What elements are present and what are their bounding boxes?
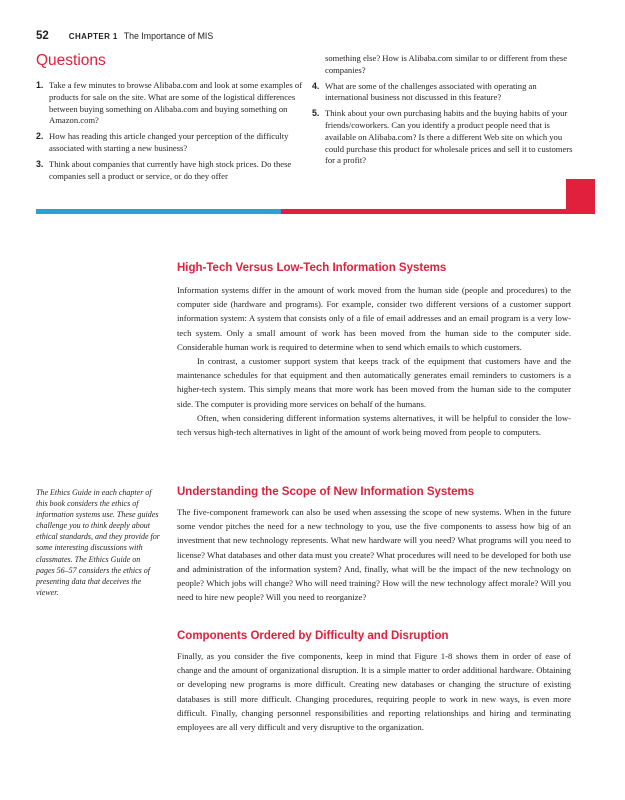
question-number: 3. [36, 158, 44, 169]
questions-list-left [36, 80, 306, 186]
question-text: Think about companies that currently have high stock prices. Do these companies sell a product or service, or do they offer [49, 158, 292, 181]
section-scope [177, 486, 571, 604]
body-paragraph: In contrast, a customer support system that keeps track of the equipment that customers have and the maintenance schedules for that equipment and then automatically generates email reminders to customers is a higher-tech system. This simply means that more work has been moved from the human side to the computer side. The computer is providing more services on behalf of the humans. [177, 356, 571, 409]
question-text: What are some of the challenges associated with operating an international business not discussed in this feature? [325, 80, 537, 103]
question-text: Think about your own purchasing habits and the buying habits of your friends/coworkers. Can you identify a product people need that is available on Alibaba.com? Is there a different Web site on which you could purchase this product for wholesale prices and sell it to customers for a profit? [325, 108, 573, 166]
question-item [312, 108, 582, 167]
questions-list-right [312, 53, 582, 171]
question-item [312, 81, 582, 105]
running-header [36, 30, 213, 46]
question-text: something else? How is Alibaba.com similar to or different from these companies? [325, 53, 568, 75]
question-item [36, 131, 306, 155]
question-number: 4. [312, 80, 320, 91]
body-paragraph: The five-component framework can also be used when assessing the scope of new systems. When in the future some vendor pitches the need for a new technology to you, use the five components to assess how big of an investment that new technology represents. What new hardware will you need? What programs will you need to license? What databases and other data must you create? What procedures will need to be developed for both use and administration of the information system? And, finally, what will be the impact of the new technology on people? Which jobs will change? Who will need training? How will the new technology affect morale? Will you need to hire new people? Will you need to reorganize? [177, 507, 571, 603]
question-number: 5. [312, 108, 320, 119]
questions-heading: Questions [36, 52, 106, 69]
page-number: 52 [36, 30, 49, 42]
divider-bar-red [281, 209, 566, 214]
ethics-guide-note: The Ethics Guide in each chapter of this book considers the ethics of information systems use. These guides challenge you to think deeply about ethical standards, and they provide for some interesting discussions with classmates. The Ethics Guide on pages 56–57 considers the ethics of presenting data that deceives the viewer. [36, 488, 160, 597]
question-number: 1. [36, 80, 44, 90]
body-paragraph: Finally, as you consider the five components, keep in mind that Figure 1-8 shows them in order of ease of change and the amount of organizational disruption. It is a simple matter to order additional hardware. Obtaining or developing new programs is more difficult. Creating new databases or changing the structure of existing databases is still more difficult. Changing procedures, requiring people to work in new ways, is even more difficult. Finally, changing personnel responsibilities and reporting relationships and hiring and terminating employees are all very difficult and very disruptive to the organization. [177, 651, 571, 733]
section-heading: High-Tech Versus Low-Tech Information Systems [177, 262, 447, 274]
body-paragraph: Information systems differ in the amount of work moved from the human side (people and procedures) to the computer side (hardware and programs). For example, consider two different versions of a customer support information system: A system that consists only of a file of email addresses and an email program is a very low-tech system. Only a small amount of work has been moved from the human side to the computer side. Considerable human work is required to determine when to send which emails to which customers. [177, 285, 571, 352]
section-heading: Components Ordered by Difficulty and Disruption [177, 630, 449, 642]
question-continuation [312, 53, 582, 77]
chapter-label: CHAPTER 1 [68, 32, 118, 41]
question-item [36, 159, 306, 183]
question-text: How has reading this article changed your perception of the difficulty associated with starting a new business? [49, 131, 289, 153]
accent-block [566, 179, 595, 214]
section-heading: Understanding the Scope of New Information Systems [177, 486, 475, 498]
question-item [36, 80, 306, 127]
body-paragraph: Often, when considering different information systems alternatives, it will be helpful to consider the low-tech versus high-tech alternatives in light of the amount of work being moved from people to computers. [177, 412, 571, 438]
chapter-title: The Importance of MIS [123, 31, 214, 41]
question-text: Take a few minutes to browse Alibaba.com and look at some examples of products for sale on the site. What are some of the logistical differences between buying something on Alibaba.com and buying something on Amazon.com? [49, 80, 303, 126]
question-number: 2. [36, 131, 44, 142]
divider-bar-blue [36, 209, 281, 214]
section-high-tech [177, 262, 571, 439]
section-components [177, 630, 571, 734]
